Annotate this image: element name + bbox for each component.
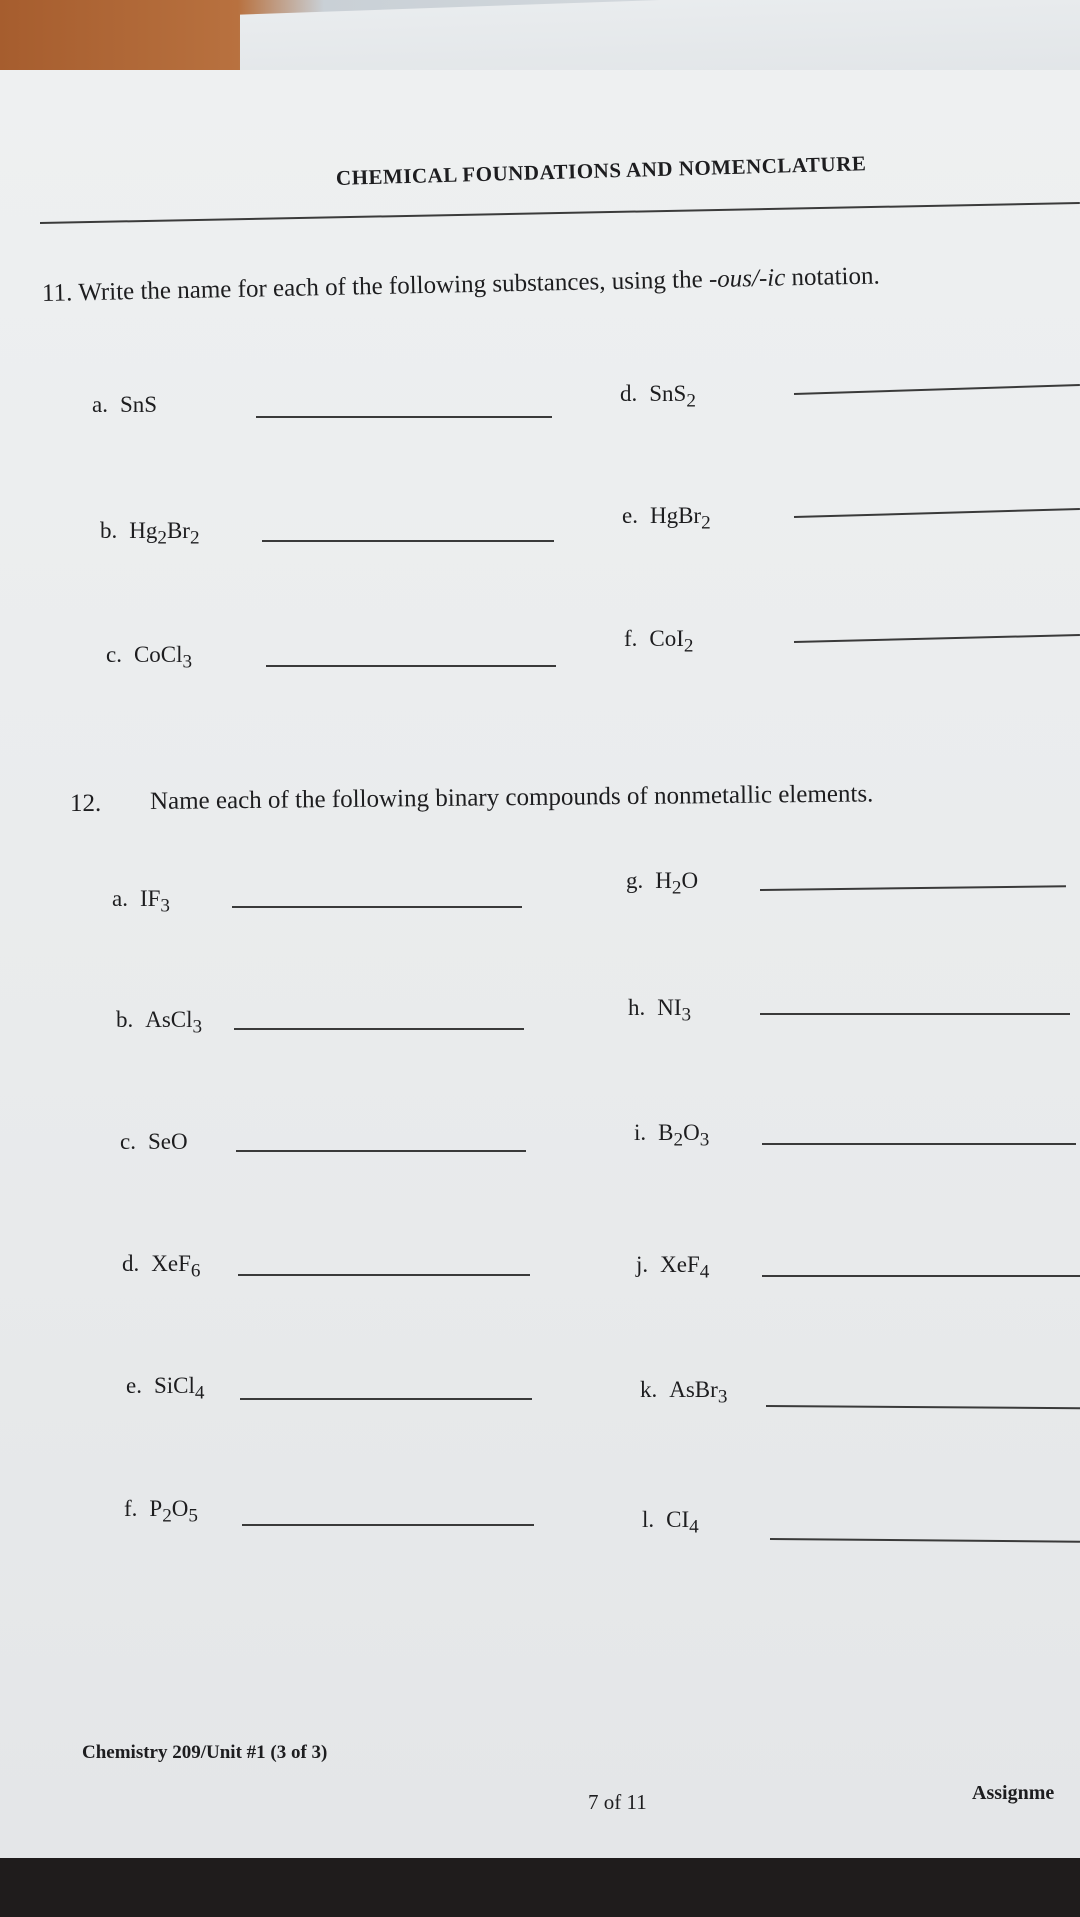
q12-item-g (626, 868, 698, 900)
item-formula: $Hg_2Br_2$ (129, 518, 200, 549)
page-title: CHEMICAL FOUNDATIONS AND NOMENCLATURE (335, 151, 867, 190)
q11-item-d (620, 381, 696, 413)
item-letter: f. (624, 626, 638, 651)
worksheet-page (0, 70, 1080, 1860)
answer-blank-11c[interactable] (266, 665, 556, 667)
item-letter: f. (124, 1496, 138, 1521)
question-11-number: 11. (41, 279, 73, 307)
answer-blank-12e[interactable] (240, 1398, 532, 1400)
answer-blank-12i[interactable] (762, 1143, 1076, 1145)
item-formula: AsBr$_3$ (669, 1377, 728, 1408)
answer-blank-12j[interactable] (762, 1275, 1080, 1277)
item-letter: j. (636, 1252, 649, 1277)
item-formula: $H_2O$ (655, 868, 699, 899)
item-letter: k. (640, 1377, 658, 1402)
question-11-notation: -ous/-ic (708, 264, 786, 294)
item-letter: g. (626, 868, 644, 893)
item-formula: XeF$_4$ (660, 1252, 710, 1283)
question-12-prompt: Name each of the following binary compounds of nonmetallic elements. (149, 780, 874, 815)
item-letter: e. (622, 503, 638, 528)
q12-item-i (634, 1120, 709, 1152)
item-letter: c. (120, 1129, 136, 1154)
q12-item-b (116, 1007, 202, 1039)
q12-item-k (640, 1377, 727, 1409)
question-11-text: Write the name for each of the following substances, using the (78, 266, 710, 307)
item-letter: b. (116, 1007, 134, 1032)
item-letter: d. (620, 381, 638, 406)
q12-item-d (122, 1251, 200, 1283)
answer-blank-12h[interactable] (760, 1013, 1070, 1015)
item-formula: $B_2O_3$ (658, 1120, 710, 1151)
q11-item-f (624, 626, 694, 658)
footer-assignment-label: Assignme (972, 1782, 1055, 1804)
q12-item-j (636, 1252, 709, 1284)
q11-item-c (106, 642, 192, 674)
item-letter: a. (112, 886, 128, 911)
item-formula: XeF$_6$ (151, 1251, 201, 1282)
item-letter: e. (126, 1373, 142, 1398)
answer-blank-12c[interactable] (236, 1150, 526, 1152)
item-formula: $CI_4$ (666, 1507, 699, 1538)
item-letter: h. (628, 995, 646, 1020)
q12-item-a (112, 886, 170, 918)
q12-item-f (124, 1496, 198, 1528)
footer-page-number: 7 of 11 (588, 1790, 647, 1814)
item-formula: SnS$_2$ (649, 381, 696, 412)
item-formula: SiCl$_4$ (153, 1373, 205, 1404)
item-formula: CoCl$_3$ (133, 642, 193, 673)
item-formula: SeO (147, 1129, 188, 1154)
answer-blank-12b[interactable] (234, 1028, 524, 1030)
item-formula: CoI$_2$ (649, 626, 694, 657)
answer-blank-11b[interactable] (262, 540, 554, 542)
item-letter: a. (92, 392, 108, 417)
answer-blank-12d[interactable] (238, 1274, 530, 1276)
q12-item-h (628, 995, 691, 1027)
answer-blank-11a[interactable] (256, 416, 552, 418)
question-11-text-end: notation. (784, 262, 880, 292)
item-letter: d. (122, 1251, 140, 1276)
table-edge (0, 1858, 1080, 1917)
answer-blank-12a[interactable] (232, 906, 522, 908)
item-letter: i. (634, 1120, 647, 1145)
answer-blank-12f[interactable] (242, 1524, 534, 1526)
q11-item-b (100, 518, 200, 550)
q12-item-l (642, 1507, 699, 1539)
item-formula: SnS (119, 392, 158, 417)
item-formula: $IF_3$ (139, 886, 170, 917)
item-letter: c. (106, 642, 122, 667)
item-formula: $P_2O_5$ (149, 1496, 198, 1527)
item-letter: b. (100, 518, 118, 543)
item-formula: HgBr$_2$ (649, 503, 711, 534)
item-formula: AsCl$_3$ (145, 1007, 203, 1038)
item-letter: l. (642, 1507, 655, 1532)
q11-item-a (92, 392, 157, 418)
question-12-number: 12. (70, 790, 102, 817)
q11-item-e (622, 503, 711, 535)
q12-item-c (120, 1129, 188, 1155)
q12-item-e (126, 1373, 204, 1405)
item-formula: $NI_3$ (657, 995, 692, 1026)
footer-course-label: Chemistry 209/Unit #1 (3 of 3) (82, 1742, 328, 1763)
